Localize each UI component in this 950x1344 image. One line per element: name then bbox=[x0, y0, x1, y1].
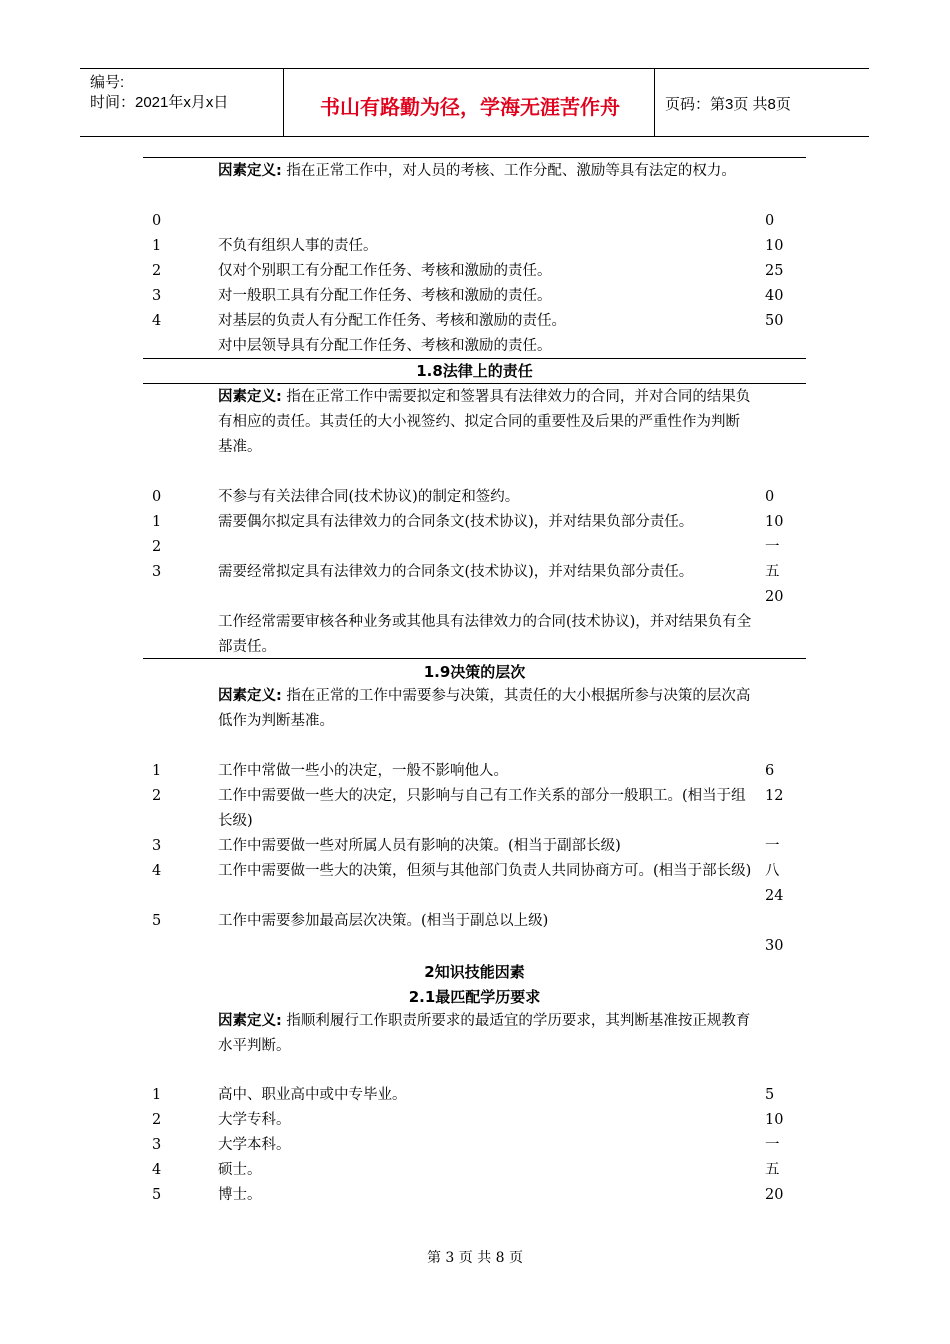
level-description: 博士。 bbox=[218, 1187, 262, 1203]
level-description: 工作中需要做一些大的决定，只影响与自己有工作关系的部分一般职工。(相当于组长级) bbox=[218, 788, 746, 829]
level-description: 工作经常需要审核各种业务或其他具有法律效力的合同(技术协议)，并对结果负有全部责任。 bbox=[218, 614, 752, 655]
level-number: 4 bbox=[152, 313, 162, 329]
level-points: 0 bbox=[765, 489, 775, 505]
level-points: 一 bbox=[765, 1137, 780, 1153]
header-page-info: 页码：第3页 共8页 bbox=[665, 96, 791, 113]
level-description: 工作中常做一些小的决定，一般不影响他人。 bbox=[218, 763, 508, 779]
header-motto: 书山有路勤为径，学海无涯苦作舟 bbox=[320, 95, 620, 119]
page-footer: 第 3 页 共 8 页 bbox=[426, 1250, 524, 1266]
level-points: 6 bbox=[765, 763, 775, 779]
definition-text: 指在正常工作中需要拟定和签署具有法律效力的合同，并对合同的结果负有相应的责任。其责任的大小视签约、拟定合同的重要性及后果的严重性作为判断基准。 bbox=[218, 389, 751, 455]
definition-text: 指在正常的工作中需要参与决策，其责任的大小根据所参与决策的层次高低作为判断基准。 bbox=[218, 688, 751, 729]
level-points: 0 bbox=[765, 213, 775, 229]
level-number: 2 bbox=[152, 788, 162, 804]
page-header bbox=[80, 68, 869, 137]
level-number: 5 bbox=[152, 913, 162, 929]
level-points: 20 bbox=[765, 1187, 784, 1203]
header-divider bbox=[283, 69, 284, 136]
level-description: 对基层的负责人有分配工作任务、考核和激励的责任。 bbox=[218, 313, 566, 329]
level-points: 一 bbox=[765, 838, 780, 854]
level-description: 需要经常拟定具有法律效力的合同条文(技术协议)，并对结果负部分责任。 bbox=[218, 564, 694, 580]
definition-label: 因素定义: bbox=[218, 688, 282, 704]
level-description: 仅对个别职工有分配工作任务、考核和激励的责任。 bbox=[218, 263, 552, 279]
level-description: 对中层领导具有分配工作任务、考核和激励的责任。 bbox=[218, 338, 552, 354]
level-points: 10 bbox=[765, 1112, 784, 1128]
level-points: 40 bbox=[765, 288, 784, 304]
level-number: 3 bbox=[152, 564, 162, 580]
level-points: 24 bbox=[765, 888, 784, 904]
level-number: 0 bbox=[152, 213, 162, 229]
level-description: 大学专科。 bbox=[218, 1112, 291, 1128]
level-number: 1 bbox=[152, 763, 162, 779]
level-number: 3 bbox=[152, 1137, 162, 1153]
level-points: 10 bbox=[765, 514, 784, 530]
level-description: 高中、职业高中或中专毕业。 bbox=[218, 1087, 407, 1103]
level-number: 3 bbox=[152, 838, 162, 854]
definition-text: 指顺利履行工作职责所要求的最适宜的学历要求，其判断基准按正规教育水平判断。 bbox=[218, 1013, 751, 1054]
level-number: 4 bbox=[152, 863, 162, 879]
level-number: 2 bbox=[152, 263, 162, 279]
level-number: 5 bbox=[152, 1187, 162, 1203]
header-divider bbox=[654, 69, 655, 136]
level-description: 对一般职工具有分配工作任务、考核和激励的责任。 bbox=[218, 288, 552, 304]
definition-personnel bbox=[218, 159, 753, 184]
level-points: 30 bbox=[765, 938, 784, 954]
definition-label: 因素定义: bbox=[218, 163, 282, 179]
table-rule bbox=[143, 157, 806, 158]
level-description: 不负有组织人事的责任。 bbox=[218, 238, 378, 254]
section-title-knowledge: 2知识技能因素 bbox=[424, 963, 525, 981]
section-subtitle-education: 2.1最匹配学历要求 bbox=[408, 988, 541, 1006]
level-description: 需要偶尔拟定具有法律效力的合同条文(技术协议)，并对结果负部分责任。 bbox=[218, 514, 694, 530]
level-points: 八 bbox=[765, 863, 780, 879]
level-points: 五 bbox=[765, 564, 780, 580]
level-number: 1 bbox=[152, 514, 162, 530]
level-points: 50 bbox=[765, 313, 784, 329]
level-description: 工作中需要参加最高层次决策。(相当于副总以上级) bbox=[218, 913, 549, 929]
definition-text: 指在正常工作中，对人员的考核、工作分配、激励等具有法定的权力。 bbox=[286, 163, 736, 179]
level-points: 25 bbox=[765, 263, 784, 279]
definition-label: 因素定义: bbox=[218, 389, 282, 405]
table-rule bbox=[143, 383, 806, 384]
level-points: 20 bbox=[765, 589, 784, 605]
definition-label: 因素定义: bbox=[218, 1013, 282, 1029]
definition-legal bbox=[218, 385, 753, 460]
level-number: 1 bbox=[152, 238, 162, 254]
level-number: 4 bbox=[152, 1162, 162, 1178]
level-points: 5 bbox=[765, 1087, 775, 1103]
level-description: 硕士。 bbox=[218, 1162, 262, 1178]
definition-decision bbox=[218, 684, 753, 734]
section-title-decision: 1.9决策的层次 bbox=[423, 663, 526, 681]
level-number: 0 bbox=[152, 489, 162, 505]
level-points: 10 bbox=[765, 238, 784, 254]
level-number: 2 bbox=[152, 1112, 162, 1128]
header-meta bbox=[90, 73, 228, 113]
level-number: 2 bbox=[152, 539, 162, 555]
level-description: 工作中需要做一些大的决策，但须与其他部门负责人共同协商方可。(相当于部长级) bbox=[218, 863, 752, 879]
date-label: 时间：2021年x月x日 bbox=[90, 94, 229, 111]
level-points: 12 bbox=[765, 788, 784, 804]
level-points: 一 bbox=[765, 539, 780, 555]
level-number: 3 bbox=[152, 288, 162, 304]
level-description: 工作中需要做一些对所属人员有影响的决策。(相当于副部长级) bbox=[218, 838, 621, 854]
definition-education bbox=[218, 1009, 753, 1059]
serial-label: 编号: bbox=[90, 74, 125, 91]
table-rule bbox=[143, 358, 806, 359]
table-rule bbox=[143, 658, 806, 659]
level-description: 不参与有关法律合同(技术协议)的制定和签约。 bbox=[218, 489, 520, 505]
level-description: 大学本科。 bbox=[218, 1137, 291, 1153]
level-points: 五 bbox=[765, 1162, 780, 1178]
section-title-legal: 1.8法律上的责任 bbox=[416, 362, 533, 380]
level-number: 1 bbox=[152, 1087, 162, 1103]
